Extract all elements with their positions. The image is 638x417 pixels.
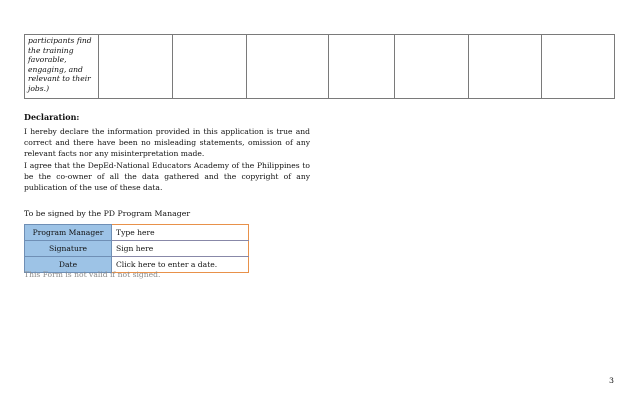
- cell-line: engaging, and: [28, 64, 83, 74]
- table-cell[interactable]: [173, 35, 247, 99]
- table-cell[interactable]: [469, 35, 542, 99]
- cell-line: participants find: [28, 36, 92, 45]
- evaluation-table-fragment: [24, 34, 615, 99]
- declaration-title: Declaration:: [24, 112, 80, 122]
- table-cell[interactable]: [395, 35, 469, 99]
- program-manager-label: Program Manager: [25, 225, 112, 241]
- page-number: 3: [609, 376, 614, 385]
- table-cell-description: [25, 35, 99, 99]
- signature-table: [24, 224, 249, 273]
- signature-field[interactable]: Sign here: [112, 241, 249, 257]
- signature-label: Signature: [25, 241, 112, 257]
- table-row: [25, 225, 249, 241]
- declaration-paragraph-truth: I hereby declare the information provided in this application is true and correct and there have been no misleading statements, omission of any relevant facts nor any misinterpretation made.: [24, 127, 310, 158]
- declaration-paragraph-ownership: I agree that the DepEd-National Educators Academy of the Philippines to be the co-owner of all the data gathered and the copyright of any publication of the use of these data.: [24, 161, 310, 192]
- program-manager-field[interactable]: Type here: [112, 225, 249, 241]
- cell-line: relevant to their: [28, 74, 91, 84]
- table-cell[interactable]: [542, 35, 615, 99]
- table-row: [25, 241, 249, 257]
- cell-line: favorable,: [28, 55, 67, 65]
- cell-line: jobs.): [28, 83, 50, 93]
- table-row: [25, 35, 615, 99]
- table-cell[interactable]: [247, 35, 329, 99]
- cell-line: the training: [28, 45, 74, 55]
- date-label: Date: [25, 257, 112, 273]
- table-cell[interactable]: [99, 35, 173, 99]
- date-field[interactable]: Click here to enter a date.: [112, 257, 249, 273]
- signature-instruction: To be signed by the PD Program Manager: [24, 209, 191, 218]
- table-cell[interactable]: [329, 35, 395, 99]
- validity-note: This Form is not valid if not signed.: [24, 270, 161, 279]
